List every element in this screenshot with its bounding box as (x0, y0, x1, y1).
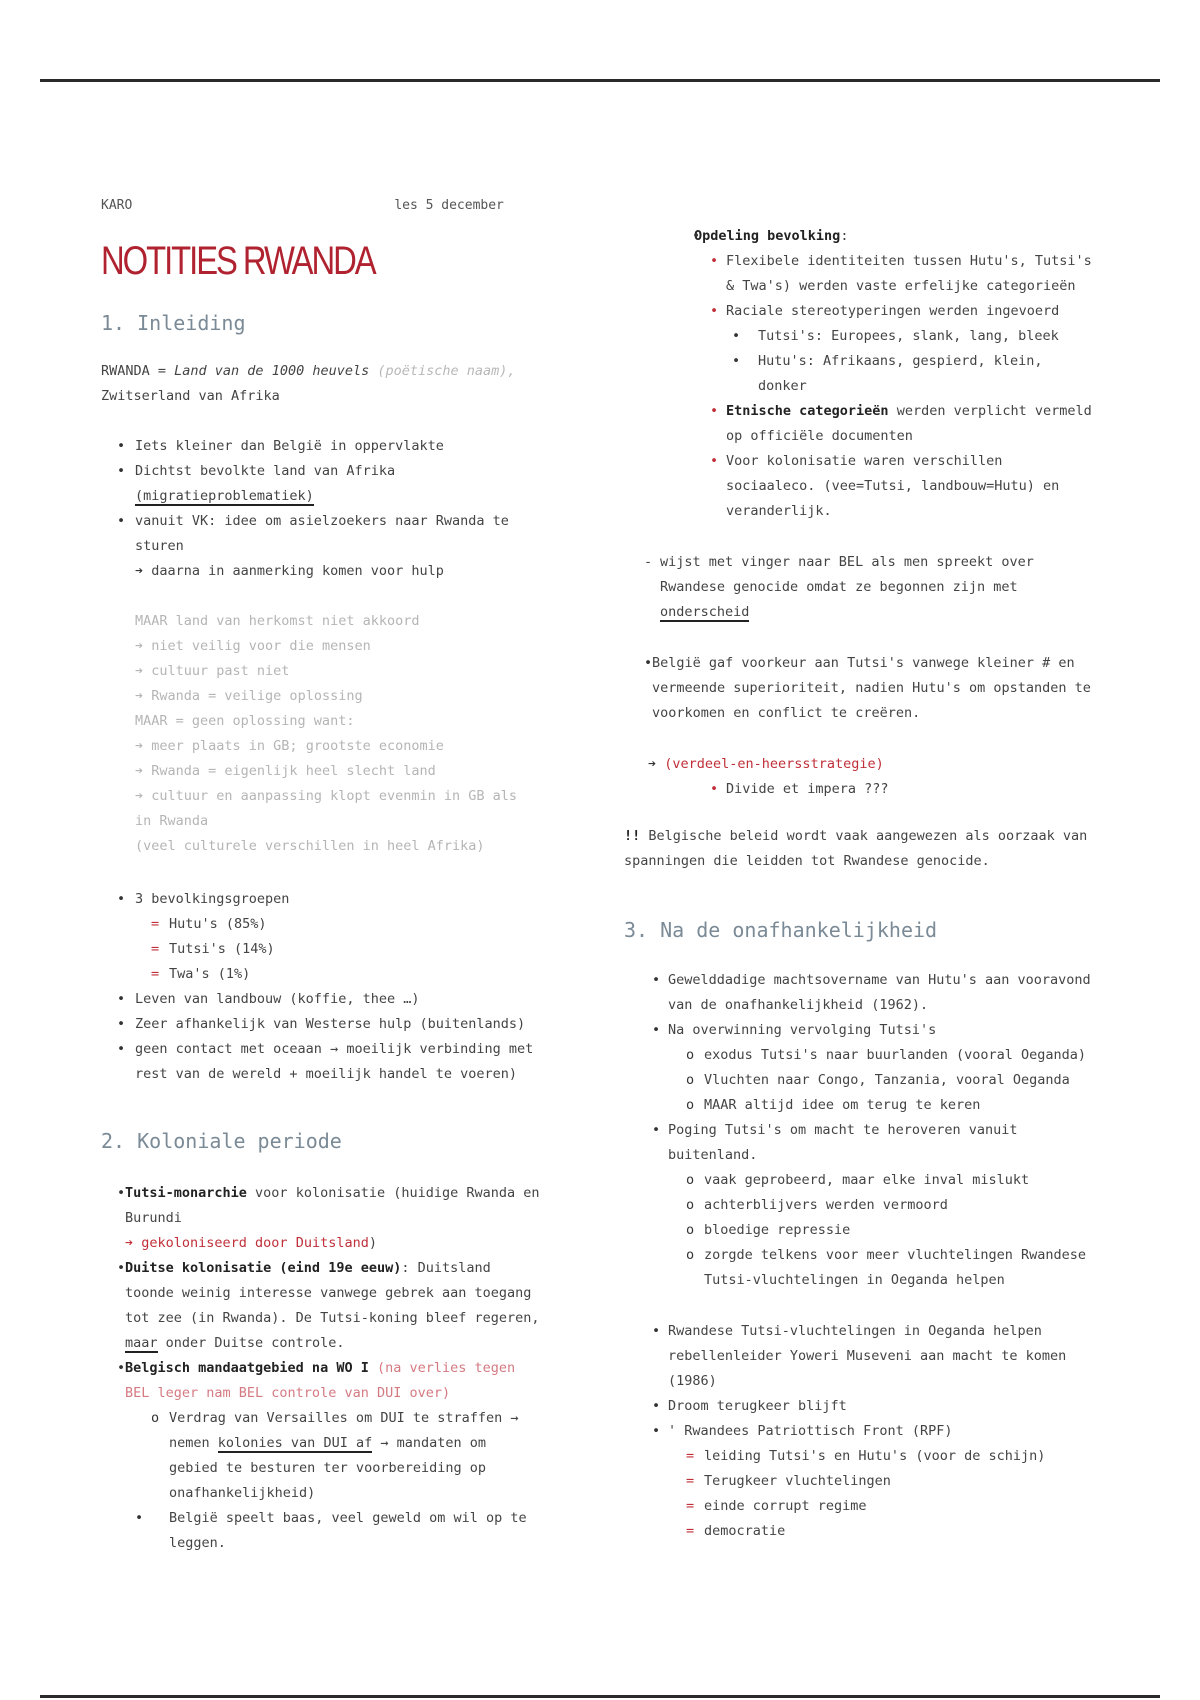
list-item: • Rwandese Tutsi-vluchtelingen in Oeganda helpen rebellenleider Yoweri Museveni aan macht te komen (1986) (636, 1319, 1096, 1394)
list-item: • Divide et impera ??? (676, 777, 1096, 802)
list-item: = Tutsi's (14%) (101, 937, 541, 962)
list-item: = leiding Tutsi's en Hutu's (voor de schijn) (636, 1444, 1096, 1469)
list-item: • Gewelddadige machtsovername van Hutu's aan vooravond van de onafhankelijkheid (1962). (636, 968, 1096, 1018)
list-item: = einde corrupt regime (636, 1494, 1096, 1519)
arrow-icon: ➔ (135, 788, 152, 804)
list-item: o bloedige repressie (636, 1218, 1096, 1243)
note-line: ➔ Rwanda = veilige oplossing (135, 688, 363, 704)
doc-meta (101, 198, 541, 213)
faded-notes (101, 609, 541, 859)
divide-bullet (676, 777, 1096, 802)
note-line: ➔ meer plaats in GB; grootste economie (135, 738, 444, 754)
list-item: o exodus Tutsi's naar buurlanden (vooral Oeganda) (636, 1043, 1096, 1068)
note-line: MAAR = geen oplossing want: (135, 713, 355, 729)
colonial-bullets (101, 1181, 541, 1556)
list-item: • geen contact met oceaan → moeilijk verbinding met rest van de wereld + moeilijk handel te voeren) (101, 1037, 541, 1087)
list-item: • Etnische categorieën werden verplicht vermeld op officiële documenten (676, 399, 1096, 449)
belgie-bullet (628, 651, 1096, 726)
intro-bullets (101, 434, 541, 584)
arrow-icon: ➔ (135, 688, 152, 704)
note-line: (veel culturele verschillen in heel Afrika) (135, 838, 485, 854)
list-item: • Dichtst bevolkte land van Afrika (migratieproblematiek) (101, 459, 541, 509)
author: KARO (101, 198, 133, 213)
list-item: • Flexibele identiteiten tussen Hutu's, Tutsi's & Twa's) werden vaste erfelijke categorieën (676, 249, 1096, 299)
list-item: ➔ daarna in aanmerking komen voor hulp (135, 563, 444, 579)
list-item: o vaak geprobeerd, maar elke inval mislukt (636, 1168, 1096, 1193)
page-title: NOTITIES RWANDA (101, 239, 375, 283)
section-heading-inleiding: 1. Inleiding (101, 311, 246, 335)
list-item: = Hutu's (85%) (101, 912, 541, 937)
note-line: MAAR land van herkomst niet akkoord (135, 613, 420, 629)
list-item: • Opdeling bevolking: (676, 224, 1096, 249)
arrow-icon: ➔ (135, 738, 152, 754)
list-item: • België gaf voorkeur aan Tutsi's vanwege kleiner # en vermeende superioriteit, nadien Hutu's om opstanden te voorkomen en conflict te creëren. (628, 651, 1096, 726)
list-item: • Zeer afhankelijk van Westerse hulp (buitenlands) (101, 1012, 541, 1037)
list-item: • Tutsi's: Europees, slank, lang, bleek (676, 324, 1096, 349)
note-line: ➔ cultuur en aanpassing klopt evenmin in GB als in Rwanda (135, 788, 518, 829)
arrow-icon: ➔ (135, 663, 152, 679)
right-column (624, 224, 1096, 1544)
intro-text: RWANDA = Land van de 1000 heuvels (poëtische naam), Zwitserland van Afrika (101, 363, 516, 404)
independence-bullets (636, 968, 1096, 1544)
note-line: ➔ Rwanda = eigenlijk heel slecht land (135, 763, 436, 779)
list-item: • 3 bevolkingsgroepen (101, 887, 541, 912)
arrow-icon: ➔ (135, 763, 152, 779)
strategy-line: ➔ (verdeel-en-heersstrategie) (648, 756, 884, 772)
list-item: • Na overwinning vervolging Tutsi's (636, 1018, 1096, 1043)
section-heading-onafhankelijkheid: 3. Na de onafhankelijkheid (624, 918, 938, 942)
list-item: • Raciale stereotyperingen werden ingevoerd (676, 299, 1096, 324)
conclusion-note: !! Belgische beleid wordt vaak aangewezen als oorzaak van spanningen die leidden tot Rwandese genocide. (624, 828, 1088, 869)
list-item: • Hutu's: Afrikaans, gespierd, klein, donker (676, 349, 1096, 399)
list-item: • Leven van landbouw (koffie, thee …) (101, 987, 541, 1012)
list-item: • Voor kolonisatie waren verschillen sociaaleco. (vee=Tutsi, landbouw=Hutu) en veranderlijk. (676, 449, 1096, 524)
list-item: o Verdrag van Versailles om DUI te straffen → nemen kolonies van DUI af → mandaten om gebied te besturen ter voorbereiding op onafhankelijkheid) (101, 1406, 541, 1506)
arrow-icon: ➔ (125, 1235, 142, 1251)
list-item: • Droom terugkeer blijft (636, 1394, 1096, 1419)
left-column (101, 198, 541, 1556)
section-heading-koloniale: 2. Koloniale periode (101, 1129, 342, 1153)
list-item: • ' Rwandees Patriottisch Front (RPF) (636, 1419, 1096, 1444)
list-item: o zorgde telkens voor meer vluchtelingen Rwandese Tutsi-vluchtelingen in Oeganda helpen (636, 1243, 1096, 1293)
list-item: = democratie (636, 1519, 1096, 1544)
dash-note: - wijst met vinger naar BEL als men spreekt over Rwandese genocide omdat ze begonnen zijn met onderscheid (644, 554, 1034, 620)
population-bullets (101, 887, 541, 1087)
date: les 5 december (394, 198, 504, 213)
list-item: = Twa's (1%) (101, 962, 541, 987)
list-item: • Belgisch mandaatgebied na WO I (na verlies tegen BEL leger nam BEL controle van DUI over) (101, 1356, 541, 1406)
list-item: o MAAR altijd idee om terug te keren (636, 1093, 1096, 1118)
opdeling-bullets (676, 224, 1096, 524)
note-line: ➔ cultuur past niet (135, 663, 290, 679)
bottom-rule (40, 1695, 1160, 1698)
list-item: = Terugkeer vluchtelingen (636, 1469, 1096, 1494)
arrow-icon: ➔ (648, 756, 665, 772)
list-item: • Poging Tutsi's om macht te heroveren vanuit buitenland. (636, 1118, 1096, 1168)
arrow-icon: ➔ (135, 638, 152, 654)
list-item: • Tutsi-monarchie voor kolonisatie (huidige Rwanda en Burundi ➔ gekoloniseerd door Duitsland) (101, 1181, 541, 1256)
list-item: • België speelt baas, veel geweld om wil op te leggen. (101, 1506, 541, 1556)
list-item: o achterblijvers werden vermoord (636, 1193, 1096, 1218)
list-item: • Iets kleiner dan België in oppervlakte (101, 434, 541, 459)
list-item: • Duitse kolonisatie (eind 19e eeuw): Duitsland toonde weinig interesse vanwege gebrek aan toegang tot zee (in Rwanda). De Tutsi-koning bleef regeren, maar onder Duitse controle. (101, 1256, 541, 1356)
arrow-icon: ➔ (135, 563, 152, 579)
list-item: • vanuit VK: idee om asielzoekers naar Rwanda te sturen (101, 509, 541, 559)
list-item: o Vluchten naar Congo, Tanzania, vooral Oeganda (636, 1068, 1096, 1093)
top-rule (40, 79, 1160, 82)
note-line: ➔ niet veilig voor die mensen (135, 638, 371, 654)
